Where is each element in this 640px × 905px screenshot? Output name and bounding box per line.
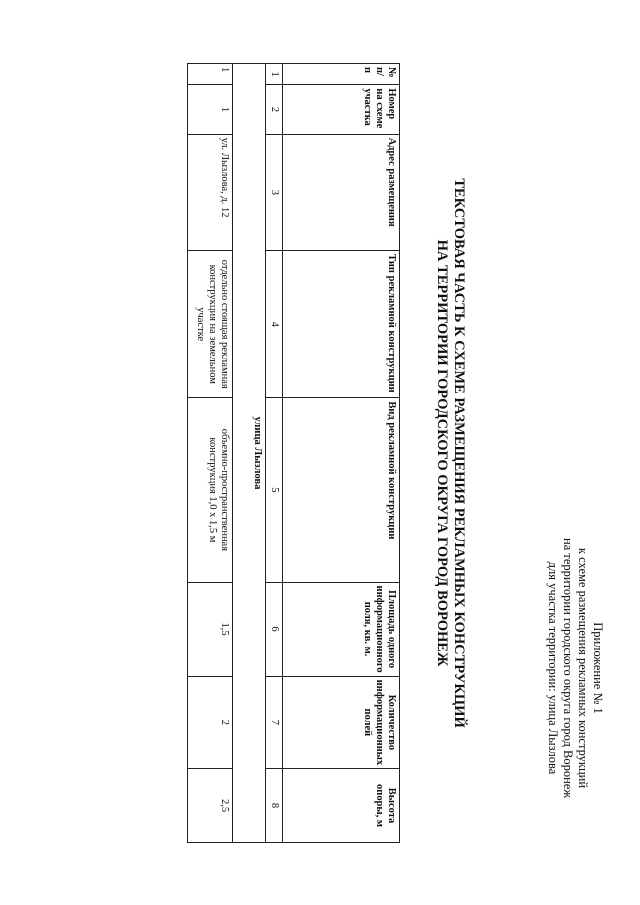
cell-height: 2,5 xyxy=(188,768,233,842)
header-cell: Адрес размещения xyxy=(283,134,400,251)
document-page xyxy=(35,43,605,863)
appendix-line-3: на территории городского округа город Воронеж xyxy=(561,537,575,798)
section-title: улица Лызлова xyxy=(233,63,266,842)
header-cell: Площадь одного информационного поля, кв. м. xyxy=(283,582,400,676)
column-number: 6 xyxy=(266,582,283,676)
table-row xyxy=(188,63,233,842)
appendix-header xyxy=(545,473,605,863)
header-cell: Количество информационных полей xyxy=(283,676,400,769)
appendix-line-2: к схеме размещения рекламных конструкций xyxy=(576,547,590,788)
title-line-1: ТЕКСТОВАЯ ЧАСТЬ К СХЕМЕ РАЗМЕЩЕНИЯ РЕКЛАМНЫХ КОНСТРУКЦИЙ xyxy=(451,177,467,728)
section-row xyxy=(233,63,266,842)
cell-area: 1,5 xyxy=(188,582,233,676)
column-number: 1 xyxy=(266,63,283,84)
title-line-2: НА ТЕРРИТОРИИ ГОРОДСКОГО ОКРУГА ГОРОД ВОРОНЕЖ xyxy=(434,239,450,666)
column-number: 3 xyxy=(266,134,283,251)
header-cell: Высота опоры, м xyxy=(283,768,400,842)
header-cell: № п/п xyxy=(283,63,400,84)
document-title xyxy=(433,43,467,863)
cell-type: отдельно стоящая рекламная конструкция на земельном участке xyxy=(188,250,233,397)
header-cell: Тип рекламной конструкции xyxy=(283,250,400,397)
column-number: 7 xyxy=(266,676,283,769)
column-number: 2 xyxy=(266,84,283,133)
cell-fields: 2 xyxy=(188,676,233,769)
cell-num: 1 xyxy=(188,63,233,84)
column-number: 5 xyxy=(266,397,283,581)
column-number-row xyxy=(266,63,283,842)
column-number: 8 xyxy=(266,768,283,842)
header-cell: Номер на схеме участка xyxy=(283,84,400,133)
cell-kind: объемно-пространственная конструкция 1,0 х 1,5 м xyxy=(188,397,233,581)
structures-table xyxy=(187,63,400,843)
table-header-row xyxy=(283,63,400,842)
appendix-line-4: для участка территории: улица Лызлова xyxy=(546,561,560,774)
appendix-line-1: Приложение № 1 xyxy=(591,621,605,714)
cell-address: ул. Лызлова, д. 12 xyxy=(188,134,233,251)
cell-scheme-num: 1 xyxy=(188,84,233,133)
header-cell: Вид рекламной конструкции xyxy=(283,397,400,581)
column-number: 4 xyxy=(266,250,283,397)
